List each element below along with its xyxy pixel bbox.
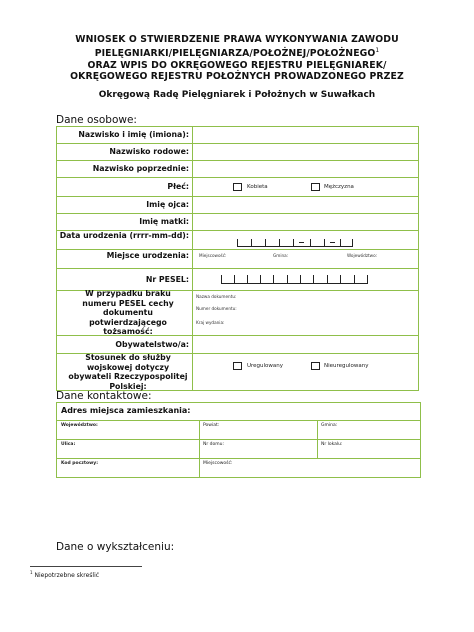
label-name: Nazwisko i imię (imiona): bbox=[78, 130, 189, 140]
form-subtitle: Okręgową Radę Pielęgniarek i Położnych w Suwałkach bbox=[98, 90, 376, 100]
field-postal-code[interactable] bbox=[57, 459, 199, 477]
label-document-name: Nazwa dokumentu: bbox=[196, 294, 237, 299]
checkbox-regulated[interactable] bbox=[233, 362, 242, 370]
label-father: Imię ojca: bbox=[146, 200, 189, 210]
input-father[interactable] bbox=[192, 197, 418, 213]
sex-options bbox=[192, 178, 418, 196]
date-baseline bbox=[237, 246, 352, 247]
pesel-tick bbox=[327, 275, 328, 284]
row-citizenship bbox=[56, 336, 419, 354]
pesel-tick bbox=[221, 275, 222, 284]
date-tick bbox=[251, 239, 252, 247]
date-tick bbox=[352, 239, 353, 247]
input-previous-name[interactable] bbox=[192, 161, 418, 177]
label-male: Mężczyzna bbox=[324, 184, 354, 190]
field-house-number[interactable] bbox=[199, 440, 318, 458]
title-line-2: PIELĘGNIARKI/PIELĘGNIARZA/POŁOŻNEJ/POŁOŻNEGO$^1$ bbox=[94, 47, 380, 60]
label-birth-town: Miejscowość: bbox=[199, 253, 227, 258]
label-postal-code: Kod pocztowy: bbox=[61, 461, 99, 466]
label-issuing-country: Kraj wydania: bbox=[196, 320, 225, 325]
checkbox-unregulated[interactable] bbox=[311, 362, 320, 370]
checkbox-male[interactable] bbox=[311, 183, 320, 191]
label-birth-place: Miejsce urodzenia: bbox=[106, 251, 189, 260]
field-street[interactable] bbox=[57, 440, 199, 458]
date-tick bbox=[279, 239, 280, 247]
title-line-1: WNIOSEK O STWIERDZENIE PRAWA WYKONYWANIA ZAWODU bbox=[75, 34, 399, 45]
footnote-reference: 1 bbox=[375, 47, 380, 55]
label-previous-name: Nazwisko poprzednie: bbox=[92, 164, 189, 174]
row-sex bbox=[56, 178, 419, 197]
pesel-tick bbox=[260, 275, 261, 284]
footnote bbox=[30, 570, 99, 579]
field-flat-number[interactable] bbox=[317, 440, 420, 458]
date-tick bbox=[265, 239, 266, 247]
label-document-number: Numer dokumentu: bbox=[196, 306, 237, 311]
row-mother bbox=[56, 214, 419, 231]
pesel-tick bbox=[313, 275, 314, 284]
date-dash bbox=[330, 242, 335, 243]
label-street: Ulica: bbox=[61, 442, 76, 447]
footnote-text: Niepotrzebne skreślić bbox=[34, 572, 100, 579]
label-birth-date: Data urodzenia (rrrr-mm-dd): bbox=[59, 231, 189, 240]
birth-place-fields bbox=[192, 250, 418, 268]
field-commune[interactable] bbox=[317, 421, 420, 439]
form-title bbox=[40, 34, 434, 82]
section-personal-heading: Dane osobowe: bbox=[56, 114, 137, 126]
label-house-number: Nr domu: bbox=[203, 442, 225, 447]
input-family-name[interactable] bbox=[192, 144, 418, 160]
input-pesel[interactable] bbox=[192, 269, 418, 290]
label-flat-number: Nr lokalu: bbox=[321, 442, 343, 447]
input-citizenship[interactable] bbox=[192, 336, 418, 353]
input-mother[interactable] bbox=[192, 214, 418, 230]
checkbox-female[interactable] bbox=[233, 183, 242, 191]
label-sex: Płeć: bbox=[167, 182, 189, 192]
label-voivodeship: Województwo: bbox=[61, 423, 98, 428]
section-education-heading: Dane o wykształceniu: bbox=[56, 541, 175, 553]
row-pesel bbox=[56, 269, 419, 291]
label-birth-commune: Gmina: bbox=[273, 253, 289, 258]
row-military bbox=[56, 354, 419, 391]
pesel-tick bbox=[273, 275, 274, 284]
date-dash bbox=[299, 242, 304, 243]
pesel-tick bbox=[354, 275, 355, 284]
pesel-baseline bbox=[221, 283, 368, 284]
input-birth-date[interactable] bbox=[192, 231, 418, 249]
label-female: Kobieta bbox=[247, 184, 268, 190]
label-mother: Imię matki: bbox=[139, 217, 189, 227]
title-line-4: OKRĘGOWEGO REJESTRU POŁOŻNYCH PROWADZONEGO PRZEZ bbox=[70, 70, 404, 82]
label-birth-voivodeship: Województwo: bbox=[347, 253, 378, 258]
field-town[interactable] bbox=[199, 459, 420, 477]
label-no-pesel: W przypadku braku numeru PESEL cechy dokumentu potwierdzającego tożsamość: bbox=[82, 289, 174, 337]
label-military: Stosunek do służby wojskowej dotyczy obywateli Rzeczypospolitej Polskiej: bbox=[68, 353, 188, 391]
row-birth-date bbox=[56, 231, 419, 250]
contact-row-1 bbox=[57, 421, 420, 440]
row-name bbox=[56, 127, 419, 144]
footnote-mark: 1 bbox=[30, 570, 33, 575]
personal-data-table bbox=[56, 126, 419, 391]
contact-data-table bbox=[56, 402, 421, 478]
pesel-tick bbox=[247, 275, 248, 284]
pesel-tick bbox=[300, 275, 301, 284]
date-tick bbox=[310, 239, 311, 247]
row-previous-name bbox=[56, 161, 419, 178]
pesel-tick bbox=[234, 275, 235, 284]
contact-row-2 bbox=[57, 440, 420, 459]
label-address: Adres miejsca zamieszkania: bbox=[61, 406, 191, 415]
section-contact-heading: Dane kontaktowe: bbox=[56, 390, 152, 402]
input-name[interactable] bbox=[192, 127, 418, 143]
label-unregulated: Nieuregulowany bbox=[324, 363, 369, 369]
pesel-tick bbox=[287, 275, 288, 284]
contact-row-3 bbox=[57, 459, 420, 477]
row-birth-place bbox=[56, 250, 419, 269]
date-tick bbox=[324, 239, 325, 247]
pesel-tick bbox=[367, 275, 368, 284]
label-family-name: Nazwisko rodowe: bbox=[109, 147, 189, 157]
date-tick bbox=[340, 239, 341, 247]
military-options bbox=[192, 354, 418, 390]
field-county[interactable] bbox=[199, 421, 318, 439]
footnote-separator bbox=[30, 566, 142, 567]
title-line-3: ORAZ WPIS DO OKRĘGOWEGO REJESTRU PIELĘGNIAREK/ bbox=[87, 59, 387, 71]
field-voivodeship[interactable] bbox=[57, 421, 199, 439]
identity-document-fields bbox=[192, 291, 418, 335]
label-town: Miejscowość: bbox=[203, 461, 233, 466]
date-tick bbox=[237, 239, 238, 247]
date-tick bbox=[293, 239, 294, 247]
label-county: Powiat: bbox=[203, 423, 220, 428]
label-regulated: Uregulowany bbox=[247, 363, 284, 369]
row-no-pesel bbox=[56, 291, 419, 336]
address-header bbox=[57, 403, 420, 421]
row-family-name bbox=[56, 144, 419, 161]
row-father bbox=[56, 197, 419, 214]
label-commune: Gmina: bbox=[321, 423, 338, 428]
label-pesel: Nr PESEL: bbox=[145, 274, 189, 284]
pesel-tick bbox=[340, 275, 341, 284]
label-citizenship: Obywatelstwo/a: bbox=[115, 339, 189, 349]
